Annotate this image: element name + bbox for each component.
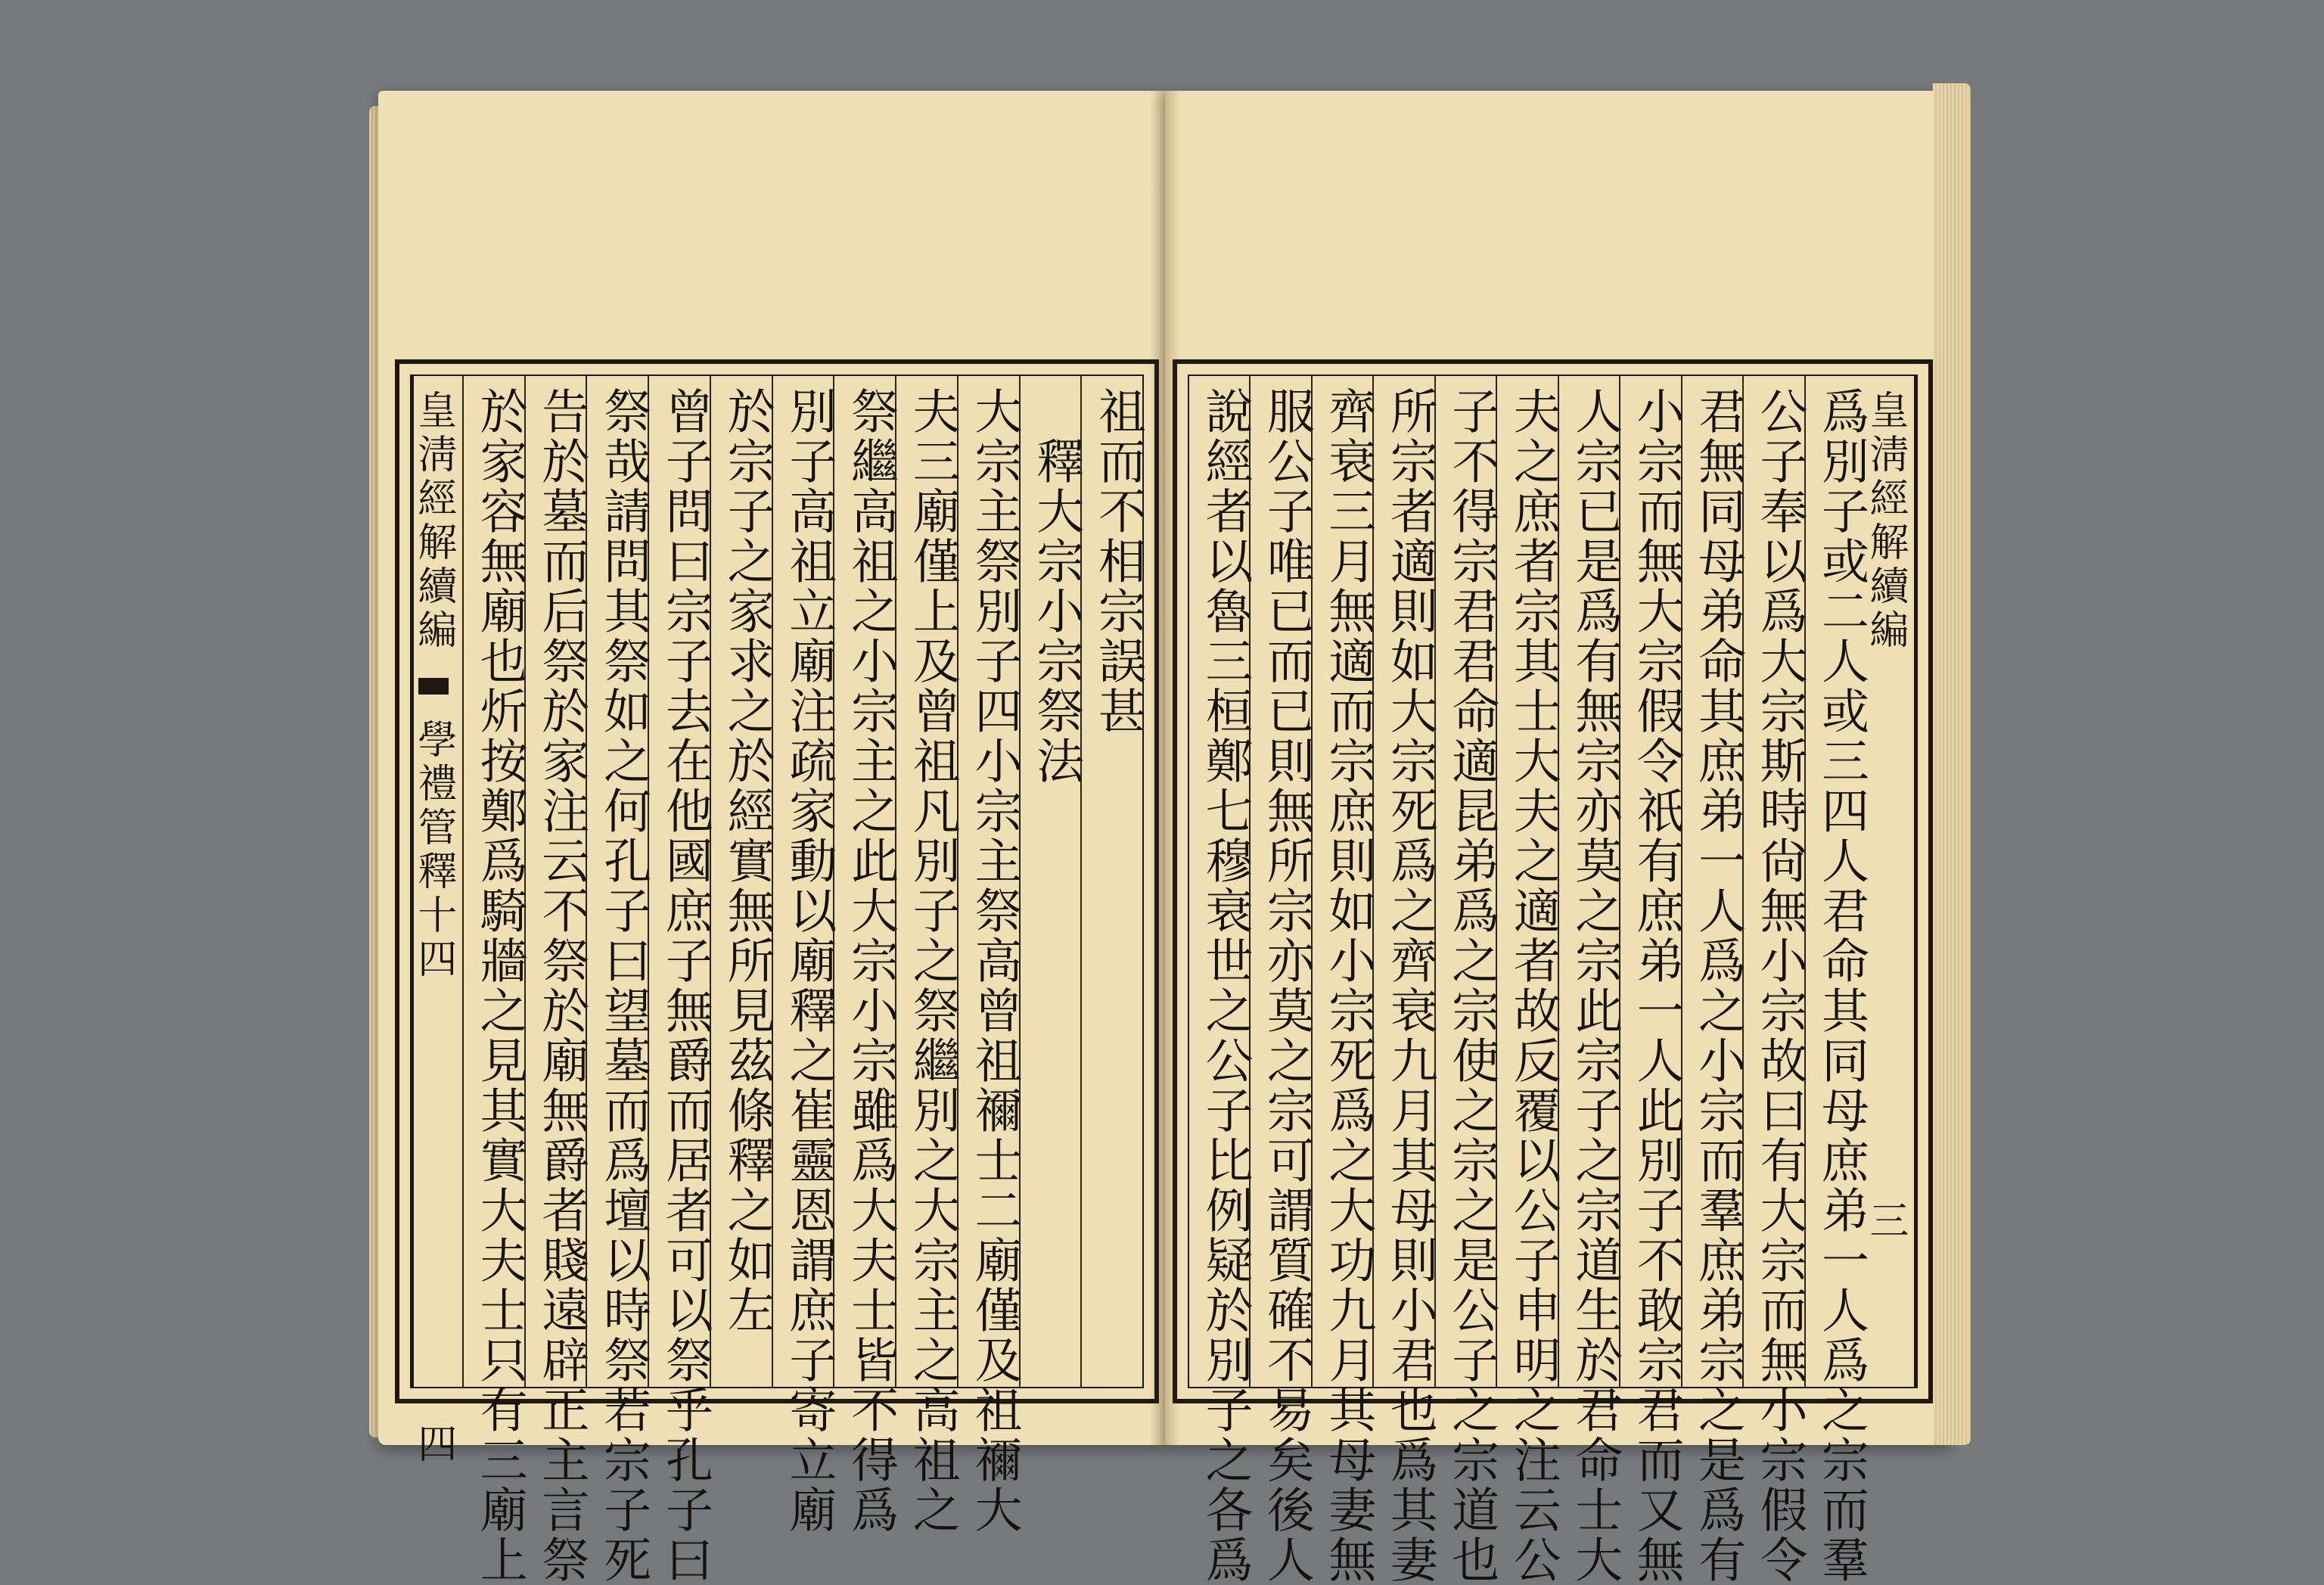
text-column: 人宗已是爲有無宗亦莫之宗此宗子之宗道生於君命士大 [1558,376,1619,1387]
text-column: 夫之庶者宗其士大夫之適者故反覆以公子申明之注云公 [1496,376,1557,1387]
text-column: 小宗而無大宗假令祇有庶弟一人此別子不敢宗君而又無 [1619,376,1680,1387]
left-series-title: 皇淸經解續編 [410,390,456,653]
left-page-margin [410,376,462,1467]
text-column: 於家容無廟也炘按鄭爲騎牆之見其實大夫士只有三廟上 [462,376,524,1387]
text-column: 別子高祖立廟注疏家動以廟釋之崔靈恩謂庶子寄立廟 [772,376,834,1387]
fold-mark [418,678,449,695]
open-book [378,83,1952,1585]
page-edges-right [1933,83,1971,1445]
left-page [378,91,1165,1585]
text-column: 所宗者適則如大宗死爲之齊衰九月其母則小君也爲其妻 [1372,376,1434,1387]
text-column: 祭哉請問其祭如之何孔子曰望墓而爲壇以時祭若宗子死 [586,376,648,1387]
text-column: 大宗主祭別子四小宗主祭高曾祖禰士二廟僅及祖禰大 [957,376,1019,1387]
left-text-frame [395,359,1159,1585]
right-page-margin [1863,376,1916,1387]
right-text-frame [1173,359,1933,1585]
text-column: 曾子問曰宗子去在他國庶子無爵而居者可以祭乎孔子曰 [648,376,710,1387]
text-column: 齊衰三月無適而宗庶則如小宗死爲之大功九月其母妻無 [1311,376,1372,1387]
text-column: 爲別子或二人或三四人君命其同母庶弟一人爲之宗而羣 [1804,376,1866,1387]
book-gutter [1150,91,1180,1445]
left-folio: 四 [410,1422,456,1467]
left-work-title: 學禮管釋十四 [410,719,456,983]
text-column: 說經者以魯三桓鄭七穆衰世之公子比例疑於別子之各爲 [1198,387,1254,1585]
text-column: 祭繼高祖之小宗主之此大宗小宗雖爲大夫士皆不得爲 [833,376,895,1387]
text-column: 公子奉以爲大宗斯時尙無小宗故曰有大宗而無小宗假令 [1742,376,1804,1387]
text-column: 子不得宗君君命適昆弟爲之宗使之宗之是公子之宗道也 [1434,376,1496,1387]
text-column: 夫三廟僅上及曾祖凡別子之祭繼別之大宗主之高祖之 [895,376,957,1387]
text-column: 祖而不相宗誤甚 [1080,376,1142,1387]
right-columns [1188,374,1918,1585]
right-series-title: 皇淸經解續編 [1863,390,1908,653]
text-column: 告於墓而后祭於家注云不祭於廟無爵者賤遠辟正主言祭 [524,376,586,1387]
left-columns [410,374,1146,1585]
right-page [1165,91,1952,1585]
text-column: 服公子唯已而已則無所宗亦莫之宗可謂質確不易矣後人 [1249,376,1310,1387]
text-column: 釋大宗小宗祭法 [1019,376,1081,1387]
text-column: 於宗子之家求之於經實無所見茲條釋之如左 [710,376,772,1387]
text-column: 君無同母弟命其庶弟一人爲之小宗而羣庶弟宗之是爲有 [1681,376,1742,1387]
right-folio: 三 [1863,1199,1908,1244]
